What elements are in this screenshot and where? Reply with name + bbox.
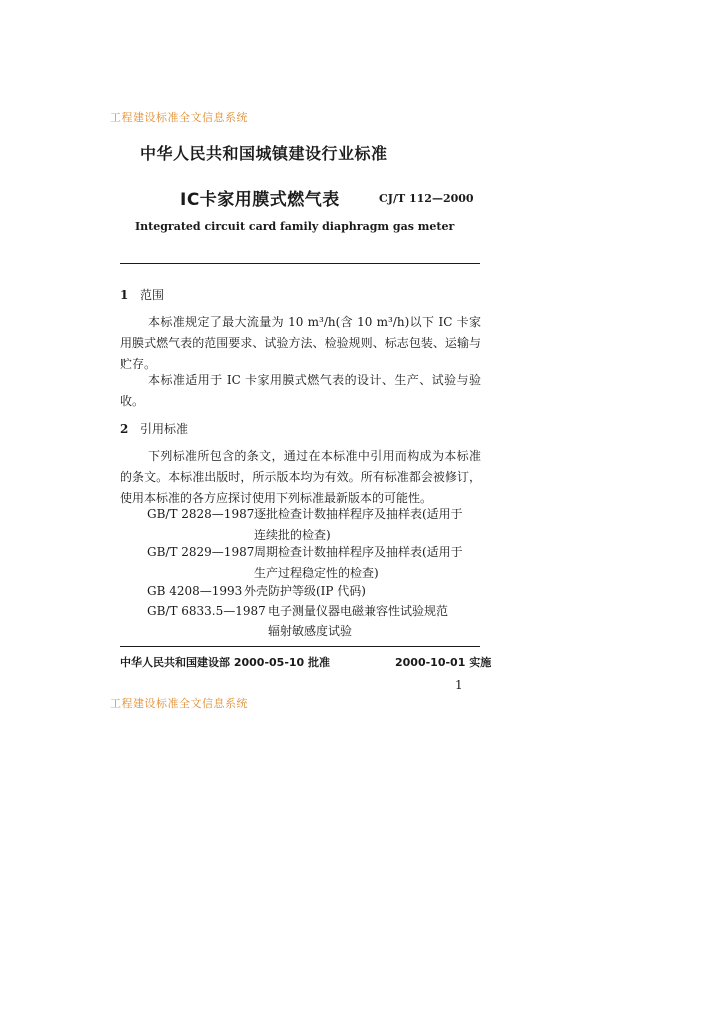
section-heading-scope — [120, 286, 164, 303]
reference-title: 外壳防护等级(IP 代码) — [244, 584, 366, 598]
scope-paragraph-1: 本标准规定了最大流量为 10 m³/h(含 10 m³/h)以下 IC 卡家用膜式燃气表的范围要求、试验方法、检验规则、标志包装、运输与贮存。 — [120, 315, 481, 371]
scope-paragraph-2: 本标准适用于 IC 卡家用膜式燃气表的设计、生产、试验与验收。 — [120, 373, 481, 408]
standard-code: CJ/T 112—2000 — [379, 192, 474, 205]
reference-title: 周期检查计数抽样程序及抽样表(适用于 — [254, 545, 463, 559]
standard-title: IC卡家用膜式燃气表 — [180, 190, 340, 210]
reference-code: GB/T 6833.5—1987 — [147, 604, 266, 618]
section-heading-references — [120, 420, 188, 437]
reference-title-continued: 生产过程稳定性的检查) — [254, 566, 379, 580]
section-title: 引用标准 — [140, 422, 189, 436]
reference-title-continued: 辐射敏感度试验 — [268, 624, 353, 638]
reference-title: 逐批检查计数抽样程序及抽样表(适用于 — [254, 507, 463, 521]
header-divider — [120, 263, 480, 264]
approval-line: 中华人民共和国建设部 2000-05-10 批准 — [120, 656, 331, 669]
reference-title-continued: 连续批的检查) — [254, 528, 331, 542]
reference-title: 电子测量仪器电磁兼容性试验规范 — [268, 604, 449, 618]
section-number: 2 — [120, 422, 129, 436]
reference-code: GB/T 2829—1987 — [147, 545, 255, 559]
reference-code: GB 4208—1993 — [147, 584, 243, 598]
reference-code: GB/T 2828—1987 — [147, 507, 255, 521]
watermark-top: 工程建设标准全文信息系统 — [110, 111, 248, 124]
footer-divider — [120, 646, 480, 647]
section-title: 范围 — [140, 288, 165, 302]
implementation-date: 2000-10-01 实施 — [395, 656, 492, 669]
watermark-bottom: 工程建设标准全文信息系统 — [110, 697, 248, 710]
references-paragraph: 下列标准所包含的条文，通过在本标准中引用而构成为本标准的条文。本标准出版时，所示版本均为有效。所有标准都会被修订，使用本标准的各方应探讨使用下列标准最新版本的可能性。 — [120, 449, 481, 505]
section-number: 1 — [120, 288, 129, 302]
page-number: 1 — [455, 678, 463, 692]
english-title: Integrated circuit card family diaphragm gas meter — [135, 220, 455, 233]
organization-title: 中华人民共和国城镇建设行业标准 — [140, 144, 388, 163]
